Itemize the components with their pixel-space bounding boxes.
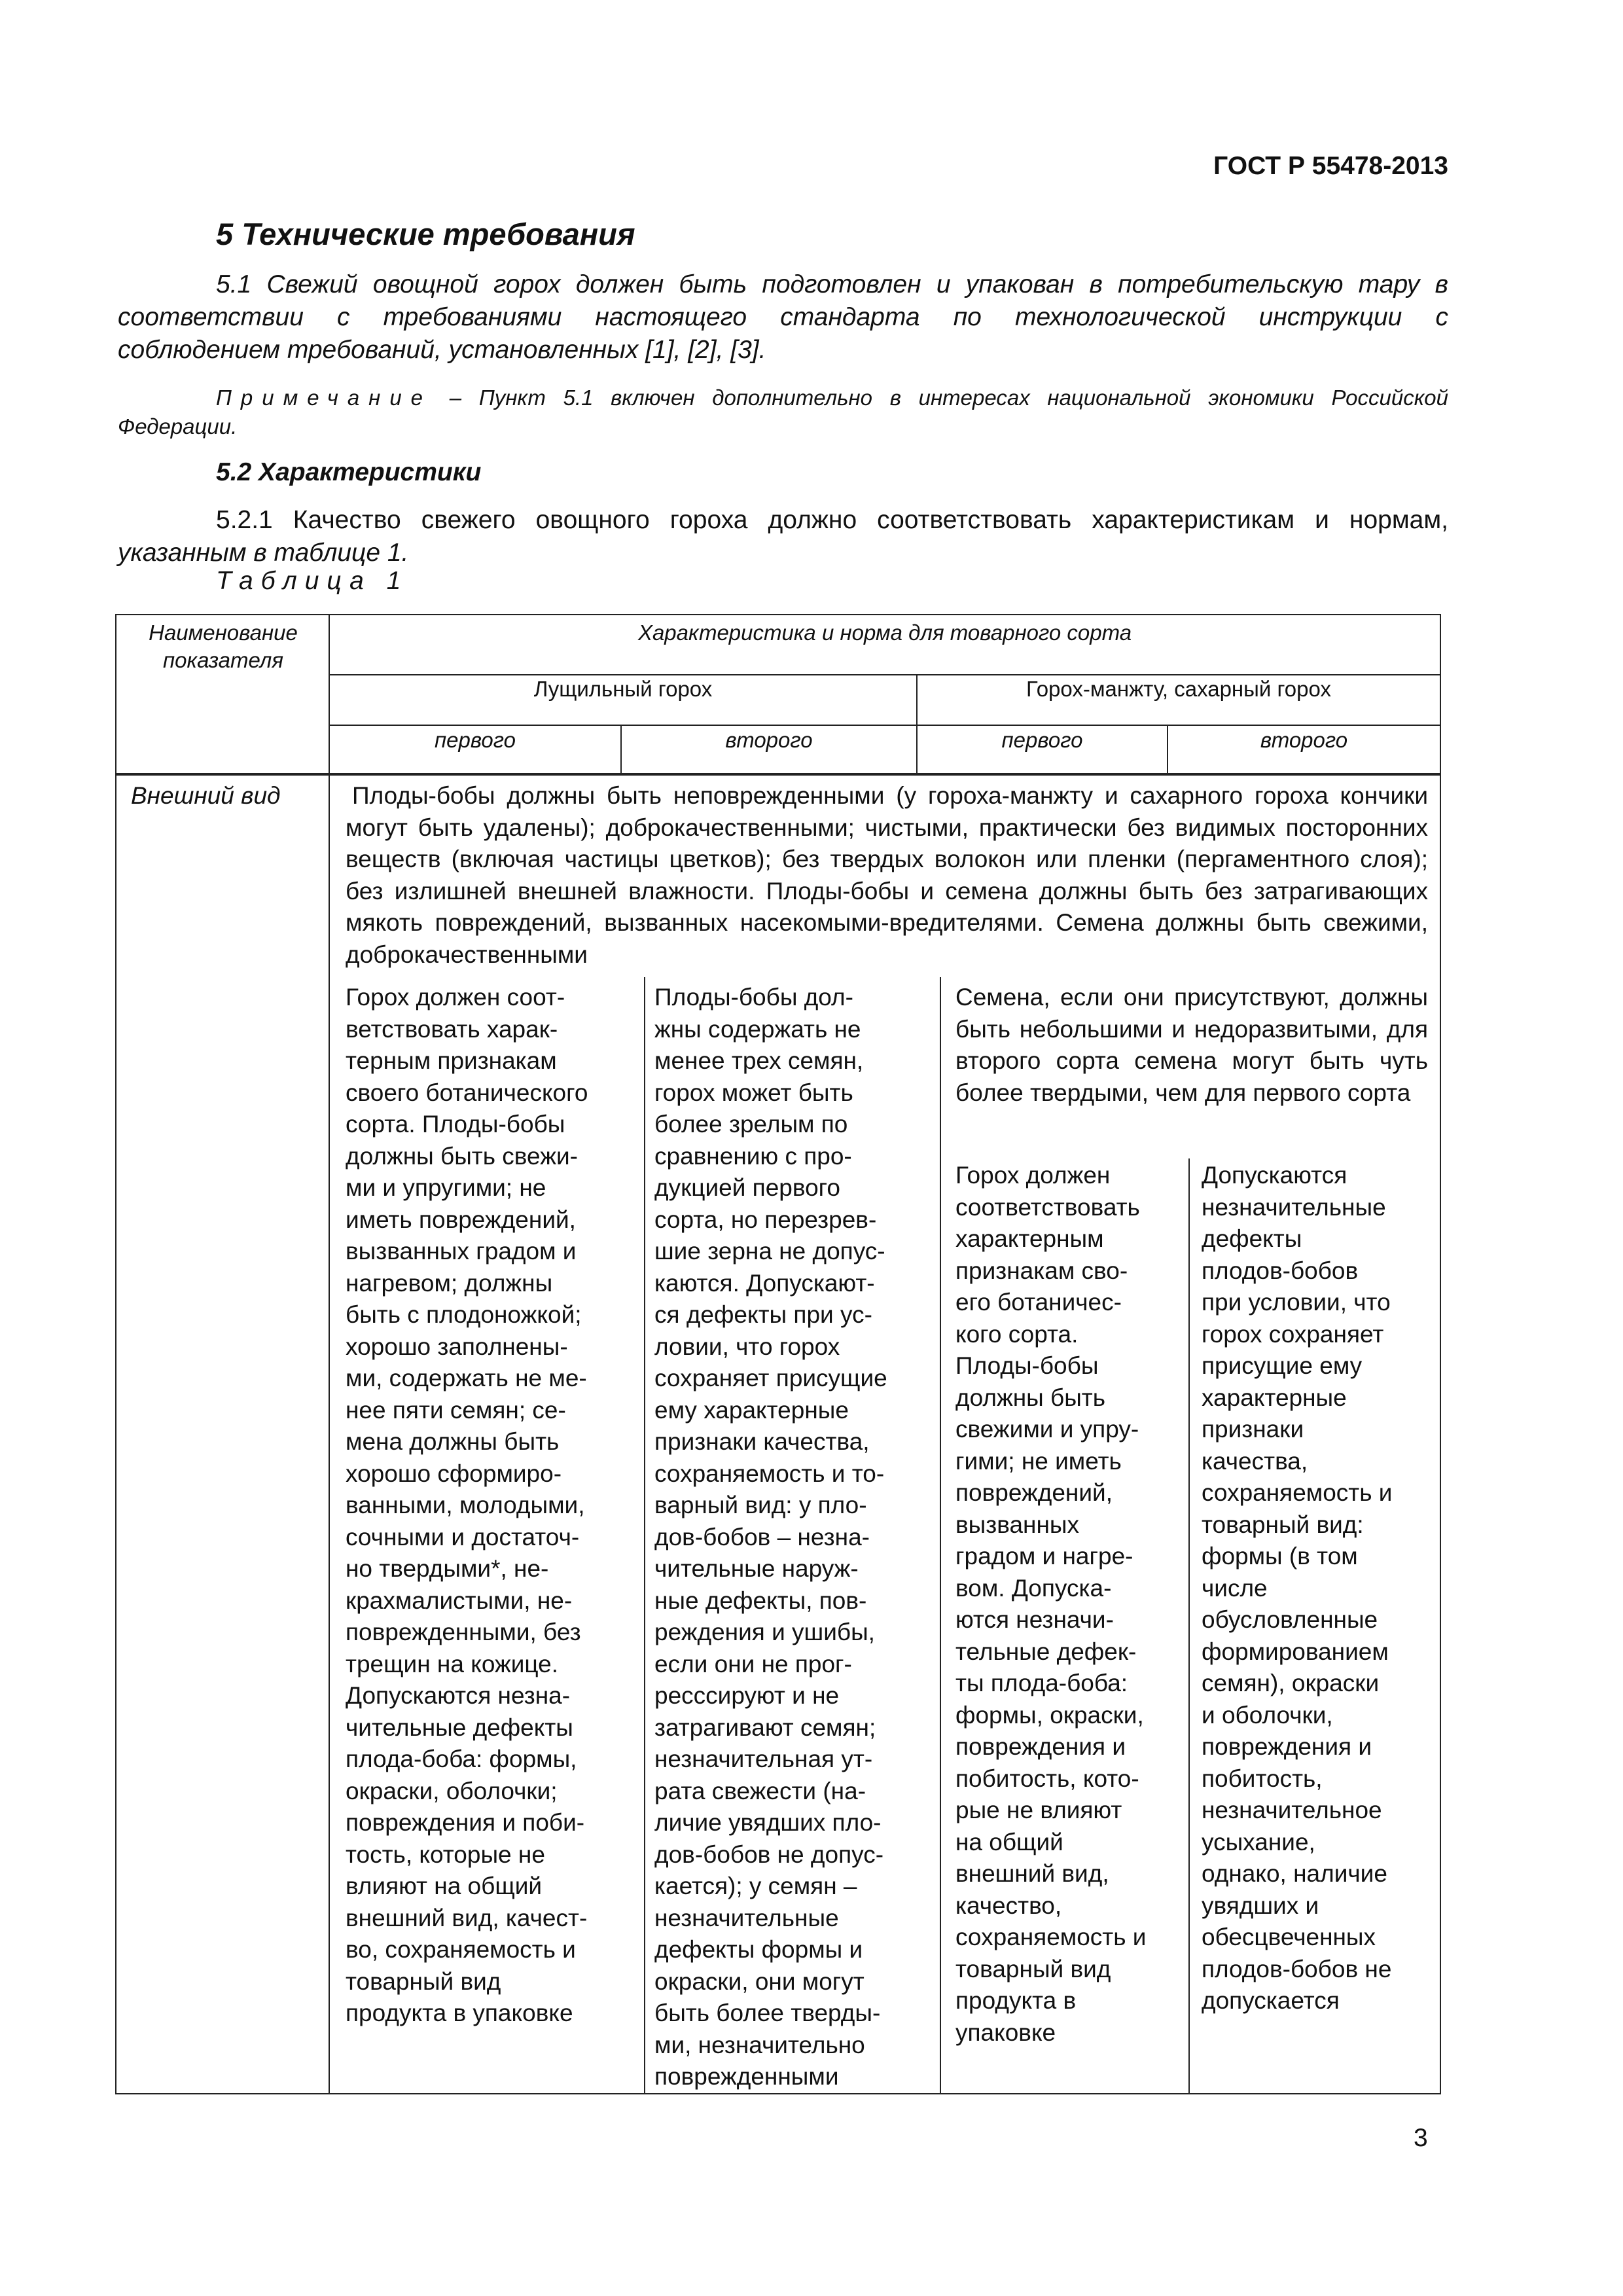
table-cell-line: ветствовать харак-: [346, 1015, 558, 1043]
table-cell-line: горох сохраняет: [1202, 1320, 1384, 1348]
table-cell-line: продукта в упаковке: [346, 2000, 573, 2026]
table-cell-line: мена должны быть: [346, 1428, 560, 1455]
table-cell-line: хорошо заполнены-: [346, 1333, 568, 1360]
table-cell-line: дефекты формы и: [654, 1936, 863, 1963]
table-cell-line: затрагивают семян;: [654, 1713, 876, 1741]
table-cell-line: ловии, что горох: [654, 1333, 840, 1360]
grade-header-mangetout-second: второго: [1260, 728, 1348, 752]
table-cell-line: если они не прог-: [654, 1650, 852, 1677]
table-cell-line: вызванных: [955, 1511, 1079, 1538]
table-cell-line: товарный вид:: [1202, 1511, 1364, 1538]
table-cell-line: внешний вид,: [955, 1860, 1109, 1887]
table-cell-line: поврежденными: [654, 2063, 839, 2090]
table-border: [115, 614, 116, 2094]
table-cell-line: обусловленные: [1202, 1606, 1378, 1633]
table-cell-line: характерным: [955, 1225, 1104, 1252]
table-cell-line: ные дефекты, пов-: [654, 1587, 867, 1614]
shelling-first-grade-text: [346, 982, 640, 2030]
table-cell-line: на общий: [955, 1828, 1063, 1856]
mangetout-second-grade-text: [1202, 1160, 1437, 2017]
table-cell-line: ся дефекты при ус-: [654, 1301, 872, 1328]
paragraph-5-1-line: 5.1 Свежий овощной горох должен быть подготовлен и упакован в потребительскую тару в: [216, 270, 1448, 298]
standard-id: ГОСТ Р 55478-2013: [1213, 152, 1448, 180]
table-cell-line: более зрелым по: [654, 1111, 848, 1138]
table-cell-line: формированием: [1202, 1638, 1389, 1665]
table-cell-line: горох может быть: [654, 1079, 853, 1106]
table-cell-line: ванными, молодыми,: [346, 1492, 585, 1518]
table-cell-line: товарный вид: [346, 1967, 501, 1995]
table-cell-line: должны быть: [955, 1384, 1106, 1411]
table-cell-line: соответствовать: [955, 1193, 1140, 1221]
table-cell-line: рые не влияют: [955, 1797, 1122, 1823]
table-cell-line: Плоды-бобы: [955, 1352, 1099, 1379]
table-cell-line: ему характерные: [654, 1396, 849, 1424]
table-cell-line: плодов-бобов: [1202, 1257, 1359, 1284]
paragraph-5-1-line: соответствии с требованиями настоящего стандарта по технологической инструкции с: [118, 303, 1448, 331]
note-label: Примечание: [216, 386, 433, 410]
table-border: [940, 977, 941, 2094]
grade-header-shelling-first: первого: [435, 728, 516, 752]
table-cell-line: личие увядших пло-: [654, 1809, 882, 1836]
table-cell-line: быть более тверды-: [654, 2000, 881, 2026]
table-cell-line: при условии, что: [1202, 1289, 1391, 1316]
table-border: [115, 614, 1441, 615]
table-cell-line: влияют на общий: [346, 1873, 543, 1899]
table-border: [1440, 614, 1441, 2094]
table-cell-line: иметь повреждений,: [346, 1206, 576, 1233]
table-cell-line: своего ботанического: [346, 1079, 588, 1106]
table-cell-line: повреждений,: [955, 1479, 1113, 1506]
mangetout-first-grade-text: [955, 1160, 1185, 2049]
table-cell-line: нагревом; должны: [346, 1269, 553, 1297]
table-cell-line: кого сорта.: [955, 1320, 1079, 1348]
paragraph-5-1-line: соблюдением требований, установленных [1], [2], [3].: [118, 336, 766, 364]
mangetout-common-text: Семена, если они присутствуют, должны быть небольшими и недоразвитыми, для второго сорта семена могут быть чуть более твердыми, чем для первого сорта: [955, 984, 1428, 1106]
table-cell-line: и оболочки,: [1202, 1701, 1333, 1729]
table-cell-line: его ботаничес-: [955, 1289, 1122, 1316]
table-cell-line: ты плода-боба:: [955, 1670, 1128, 1696]
table-cell-line: признакам сво-: [955, 1257, 1128, 1284]
table-cell-line: гими; не иметь: [955, 1447, 1122, 1475]
grade-header-shelling-second: второго: [725, 728, 813, 752]
table-cell-line: сорта, но перезрев-: [654, 1206, 877, 1233]
paragraph-5-2-1-line: указанным в таблице 1.: [118, 539, 409, 567]
table-cell-line: Горох должен: [955, 1162, 1111, 1189]
table-cell-line: окраски, они могут: [654, 1967, 865, 1995]
table-cell-line: во, сохраняемость и: [346, 1936, 576, 1963]
table-cell-line: чительные наруж-: [654, 1555, 859, 1582]
section-title: 5 Технические требования: [216, 217, 635, 251]
table-cell-line: шие зерна не допус-: [654, 1238, 885, 1265]
table-border: [115, 773, 1441, 776]
table-cell-line: реждения и ушибы,: [654, 1619, 875, 1645]
table-cell-line: дукцией первого: [654, 1174, 840, 1201]
table-caption: Таблица 1: [216, 567, 409, 595]
table-cell-line: присущие ему: [1202, 1352, 1363, 1379]
table-cell-line: сохраняемость и то-: [654, 1460, 885, 1487]
group-header-mangetout: Горох-манжту, сахарный горох: [1026, 677, 1331, 701]
table-cell-line: формы (в том: [1202, 1543, 1358, 1570]
general-requirements: Плоды-бобы должны быть неповрежденными (у гороха-манжту и сахарного гороха кончики могут быть удалены); доброкачественными; чистыми, практически без видимых посторонних веществ (включая частицы цветков); без твердых волокон или пленки (пергаментного слоя); без излишней внешней влажности. Плоды-бобы и семена должны быть без затрагивающих мякоть повреждений, вызванных насекомыми-вредителями. Семена должны быть свежими, доброкачественными: [346, 782, 1428, 968]
table-cell-line: градом и нагре-: [955, 1543, 1133, 1570]
table-cell-line: побитость, кото-: [955, 1765, 1139, 1792]
table-border: [644, 977, 645, 2094]
paragraph-5-1: [118, 268, 1448, 367]
table-cell-line: дефекты: [1202, 1225, 1302, 1252]
shelling-second-grade-text: [654, 982, 937, 2093]
table-cell-line: терным признакам: [346, 1047, 557, 1074]
table-cell-line: хорошо сформиро-: [346, 1460, 562, 1487]
table-cell-line: сочными и достаточ-: [346, 1523, 580, 1551]
note: [118, 384, 1448, 441]
table-cell-line: сохраняет присущие: [654, 1365, 887, 1391]
table-cell-line: ются незначи-: [955, 1606, 1114, 1633]
table-cell-line: свежими и упру-: [955, 1416, 1139, 1443]
table-cell-line: должны быть свежи-: [346, 1142, 578, 1170]
table-cell-line: качества,: [1202, 1447, 1308, 1475]
table-cell-line: но твердыми*, не-: [346, 1555, 549, 1582]
table-cell-line: крахмалистыми, не-: [346, 1587, 573, 1614]
table-cell-line: усыхание,: [1202, 1828, 1315, 1856]
table-cell-line: Плоды-бобы дол-: [654, 984, 853, 1011]
table-cell-line: товарный вид: [955, 1955, 1111, 1982]
column-header-indicator: Наименование показателя: [149, 620, 298, 672]
table-cell-line: внешний вид, качест-: [346, 1904, 588, 1931]
table-cell-line: продукта в: [955, 1987, 1077, 2014]
table-cell-line: сорта. Плоды-бобы: [346, 1111, 565, 1138]
table-cell-line: качество,: [955, 1892, 1062, 1919]
table-cell-line: окраски, оболочки;: [346, 1777, 558, 1804]
table-cell-line: ми, содержать не ме-: [346, 1365, 587, 1391]
table-cell-line: рата свежести (на-: [654, 1777, 866, 1804]
table-cell-line: однако, наличие: [1202, 1860, 1387, 1887]
table-cell-line: характерные: [1202, 1384, 1347, 1411]
table-cell-line: семян), окраски: [1202, 1670, 1380, 1696]
table-cell-line: формы, окраски,: [955, 1701, 1144, 1729]
table-cell-line: обесцвеченных: [1202, 1924, 1376, 1950]
table-cell-line: варный вид: у пло-: [654, 1492, 867, 1518]
table-cell-line: тельные дефек-: [955, 1638, 1137, 1665]
table-cell-line: ресссируют и не: [654, 1682, 840, 1709]
table-cell-line: менее трех семян,: [654, 1047, 864, 1074]
table-cell-line: сохраняемость и: [955, 1924, 1147, 1950]
table-cell-line: ми и упругими; не: [346, 1174, 546, 1201]
table-cell-line: нее пяти семян; се-: [346, 1396, 566, 1424]
table-cell-line: незначительная ут-: [654, 1746, 873, 1772]
table-cell-line: Допускаются: [1202, 1162, 1347, 1189]
table-cell-line: вом. Допуска-: [955, 1574, 1112, 1602]
table-cell-line: допускается: [1202, 1987, 1340, 2014]
table-cell-line: упаковке: [955, 2018, 1056, 2046]
table-border: [329, 725, 1441, 726]
table-cell-line: повреждения и: [1202, 1733, 1372, 1760]
table-cell-line: незначительное: [1202, 1797, 1382, 1823]
table-cell-line: тость, которые не: [346, 1840, 545, 1868]
table-cell-line: трещин на кожице.: [346, 1650, 559, 1677]
paragraph-5-2-1: [118, 504, 1448, 569]
subsection-title: 5.2 Характеристики: [216, 458, 482, 486]
table-cell-line: числе: [1202, 1574, 1268, 1602]
table-cell-line: повреждения и поби-: [346, 1809, 585, 1836]
column-header-characteristic: Характеристика и норма для товарного сорта: [637, 620, 1132, 645]
table-cell-line: плода-боба: формы,: [346, 1746, 577, 1772]
page-number: 3: [1414, 2124, 1428, 2152]
table-cell-line: чительные дефекты: [346, 1713, 573, 1741]
table-cell-line: сравнению с про-: [654, 1142, 852, 1170]
table-cell-line: вызванных градом и: [346, 1238, 577, 1265]
table-cell-line: признаки качества,: [654, 1428, 870, 1455]
table-cell-line: жны содержать не: [654, 1015, 861, 1043]
table-cell-line: плодов-бобов не: [1202, 1955, 1392, 1982]
table-border: [1188, 1158, 1190, 2094]
table-border: [329, 614, 330, 2094]
grade-header-mangetout-first: первого: [1001, 728, 1083, 752]
row-label-appearance: Внешний вид: [131, 782, 281, 809]
table-cell-line: дов-бобов – незна-: [654, 1523, 870, 1551]
table-cell-line: сохраняемость и: [1202, 1479, 1393, 1506]
table-cell-line: быть с плодоножкой;: [346, 1301, 582, 1328]
table-cell-line: каются. Допускают-: [654, 1269, 875, 1297]
table-cell-line: повреждения и: [955, 1733, 1126, 1760]
table-cell-line: незначительные: [654, 1904, 839, 1931]
table-cell-line: увядших и: [1202, 1892, 1319, 1919]
table-border: [115, 2093, 1441, 2094]
table-cell-line: побитость,: [1202, 1765, 1323, 1792]
table-cell-line: дов-бобов не допус-: [654, 1840, 884, 1868]
group-header-shelling: Лущильный горох: [533, 677, 713, 701]
table-cell-line: признаки: [1202, 1416, 1304, 1443]
table-cell-line: кается); у семян –: [654, 1873, 857, 1899]
table-cell-line: ми, незначительно: [654, 2031, 865, 2058]
table-cell-line: незначительные: [1202, 1193, 1386, 1221]
table-cell-line: Горох должен соот-: [346, 984, 565, 1011]
table-cell-line: поврежденными, без: [346, 1619, 581, 1645]
note-text: – Пункт 5.1 включен дополнительно в интересах национальной экономики Российской Федерации.: [118, 386, 1448, 439]
table-cell-line: Допускаются незна-: [346, 1682, 571, 1709]
paragraph-5-2-1-line: 5.2.1 Качество свежего овощного гороха должно соответствовать характеристикам и нормам,: [216, 506, 1448, 534]
